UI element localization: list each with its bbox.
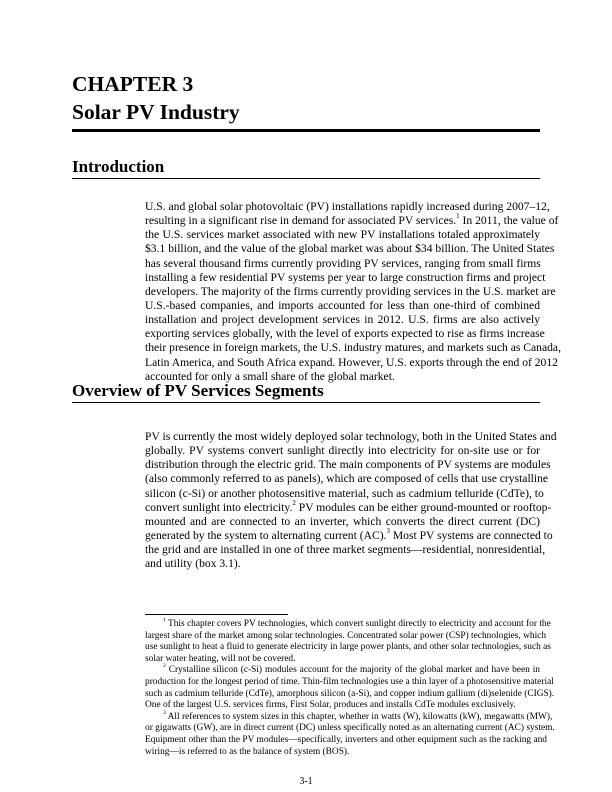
footnote-separator bbox=[145, 614, 288, 615]
text-line bbox=[145, 257, 540, 271]
introduction-paragraph bbox=[145, 200, 561, 384]
text-run: the grid and are installed in one of three market segments—residential, nonresidential, bbox=[145, 543, 546, 557]
text-line bbox=[145, 734, 547, 747]
footnote-reference: 3 bbox=[386, 526, 390, 535]
text-run: In 2011, the value of bbox=[459, 214, 559, 228]
text-line bbox=[145, 630, 547, 643]
text-line bbox=[145, 543, 546, 557]
text-run: U.S.-based companies, and imports accounted for less than one-third of combined bbox=[145, 298, 540, 312]
text-line bbox=[145, 327, 545, 341]
text-line bbox=[145, 526, 553, 543]
text-run: and utility (box 3.1). bbox=[145, 557, 241, 571]
page-number: 3-1 bbox=[299, 776, 313, 787]
section-rule bbox=[72, 402, 540, 403]
section-rule bbox=[72, 178, 540, 179]
text-line bbox=[145, 665, 540, 677]
text-line bbox=[145, 355, 558, 370]
text-run: installing a few residential PV systems per year to large construction firms and project bbox=[145, 270, 546, 284]
text-run: largest share of the market among solar technologies. Concentrated solar power (CSP) technologies, which bbox=[145, 630, 547, 641]
text-line bbox=[145, 228, 540, 242]
text-line bbox=[145, 557, 540, 571]
text-run: the U.S. services market associated with new PV installations totaled approximately bbox=[145, 228, 540, 242]
text-run: exporting services globally, with the level of exports expected to rise as firms increase bbox=[145, 327, 545, 341]
text-line bbox=[145, 212, 559, 228]
text-line bbox=[145, 444, 540, 458]
text-line bbox=[145, 341, 561, 355]
text-run: resulting in a significant rise in demand for associated PV services. bbox=[145, 214, 457, 228]
section-heading-overview: Overview of PV Services Segments bbox=[72, 381, 324, 400]
text-run: silicon (c-Si) or another photosensitive material, such as cadmium telluride (CdTe), to bbox=[145, 486, 544, 500]
text-line bbox=[145, 700, 540, 712]
text-run: generated by the system to alternating current (AC). bbox=[145, 528, 387, 542]
text-run: mounted and are connected to an inverter, which converts the direct current (DC) bbox=[145, 514, 540, 528]
text-run: Crystalline silicon (c-Si) modules account for the majority of the global market and have been in bbox=[165, 665, 540, 676]
text-line bbox=[145, 688, 555, 701]
footnote-reference: 1 bbox=[456, 212, 460, 221]
text-run: globally. PV systems convert sunlight directly into electricity for on-site use or for bbox=[145, 444, 540, 458]
footnote-reference: 1 bbox=[163, 617, 166, 623]
footnote bbox=[145, 709, 555, 758]
text-run: developers. The majority of the firms currently providing services in the U.S. market are bbox=[145, 284, 556, 298]
text-run: convert sunlight into electricity. bbox=[145, 500, 293, 514]
text-run: One of the largest U.S. services firms, First Solar, produces and installs CdTe modules exclusively. bbox=[145, 700, 516, 711]
text-run: PV is currently the most widely deployed solar technology, both in the United States and bbox=[145, 430, 557, 443]
text-line bbox=[145, 200, 550, 214]
text-run: PV modules can be either ground-mounted or rooftop- bbox=[295, 500, 552, 514]
footnote-reference: 3 bbox=[163, 709, 166, 716]
chapter-number: CHAPTER 3 bbox=[72, 72, 194, 96]
text-line bbox=[145, 472, 549, 486]
text-run: wiring—is referred to as the balance of system (BOS). bbox=[145, 746, 350, 757]
text-line bbox=[145, 617, 551, 631]
section-heading-introduction: Introduction bbox=[72, 157, 165, 176]
text-line bbox=[145, 270, 546, 285]
overview-paragraph bbox=[145, 430, 557, 571]
text-line bbox=[145, 747, 540, 759]
text-run: Equipment other than the PV modules—specifically, inverters and other equipment such as the racking and bbox=[145, 734, 547, 745]
text-line bbox=[145, 654, 540, 666]
text-run: their presence in foreign markets, the U.S. industry matures, and markets such as Canada, bbox=[145, 341, 561, 355]
text-run: has several thousand firms currently providing PV services, ranging from small firms bbox=[145, 256, 541, 270]
text-line bbox=[145, 642, 551, 654]
text-line bbox=[145, 498, 552, 515]
text-run: This chapter covers PV technologies, which convert sunlight directly to electricity and account for the bbox=[165, 619, 551, 629]
text-line bbox=[145, 299, 540, 313]
text-line bbox=[145, 709, 553, 724]
chapter-title: Solar PV Industry bbox=[72, 100, 240, 124]
text-run: accounted for only a small share of the global market. bbox=[145, 369, 395, 383]
text-run: such as cadmium telluride (CdTe), amorphous silicon (a-Si), and copper indium gallium (di)selenide (CIGS). bbox=[145, 688, 555, 699]
text-run: distribution through the electric grid. The main components of PV systems are modules bbox=[145, 458, 551, 472]
footnote-reference: 2 bbox=[163, 663, 166, 670]
text-line bbox=[145, 723, 555, 735]
text-run: Latin America, and South Africa expand. However, U.S. exports through the end of 2012 bbox=[145, 355, 558, 369]
text-run: production for the longest period of time. Thin-film technologies use a thin layer of a photosensitive material bbox=[145, 676, 554, 687]
text-line bbox=[145, 430, 557, 444]
text-line bbox=[145, 313, 540, 327]
text-line bbox=[145, 515, 540, 529]
text-run: (also commonly referred to as panels), which are composed of cells that use crystalline bbox=[145, 472, 549, 486]
text-run: U.S. and global solar photovoltaic (PV) installations rapidly increased during 2007–12, bbox=[145, 200, 550, 213]
text-run: use sunlight to heat a fluid to generate electricity in large power plants, and other solar technologies, such as bbox=[145, 642, 551, 653]
text-line bbox=[145, 486, 544, 501]
text-line bbox=[145, 284, 556, 299]
text-run: All references to system sizes in this chapter, whether in watts (W), kilowatts (kW), megawatts (MW), bbox=[165, 711, 553, 722]
footnote bbox=[145, 663, 555, 711]
footnote bbox=[145, 617, 551, 665]
footnote-reference: 2 bbox=[292, 498, 296, 507]
text-line bbox=[145, 242, 555, 256]
text-run: or gigawatts (GW), are in direct current (DC) unless specifically noted as an alternating current (AC) system. bbox=[145, 723, 555, 734]
footnotes bbox=[145, 617, 555, 758]
chapter-rule bbox=[72, 129, 540, 132]
text-run: solar water heating, will not be covered. bbox=[145, 653, 296, 664]
text-run: $3.1 billion, and the value of the global market was about $34 billion. The United States bbox=[145, 242, 555, 256]
text-line bbox=[145, 458, 551, 472]
text-line bbox=[145, 676, 554, 689]
text-run: Most PV systems are connected to bbox=[389, 528, 553, 542]
text-run: installation and project development services in 2012. U.S. firms are also actively bbox=[145, 313, 540, 327]
